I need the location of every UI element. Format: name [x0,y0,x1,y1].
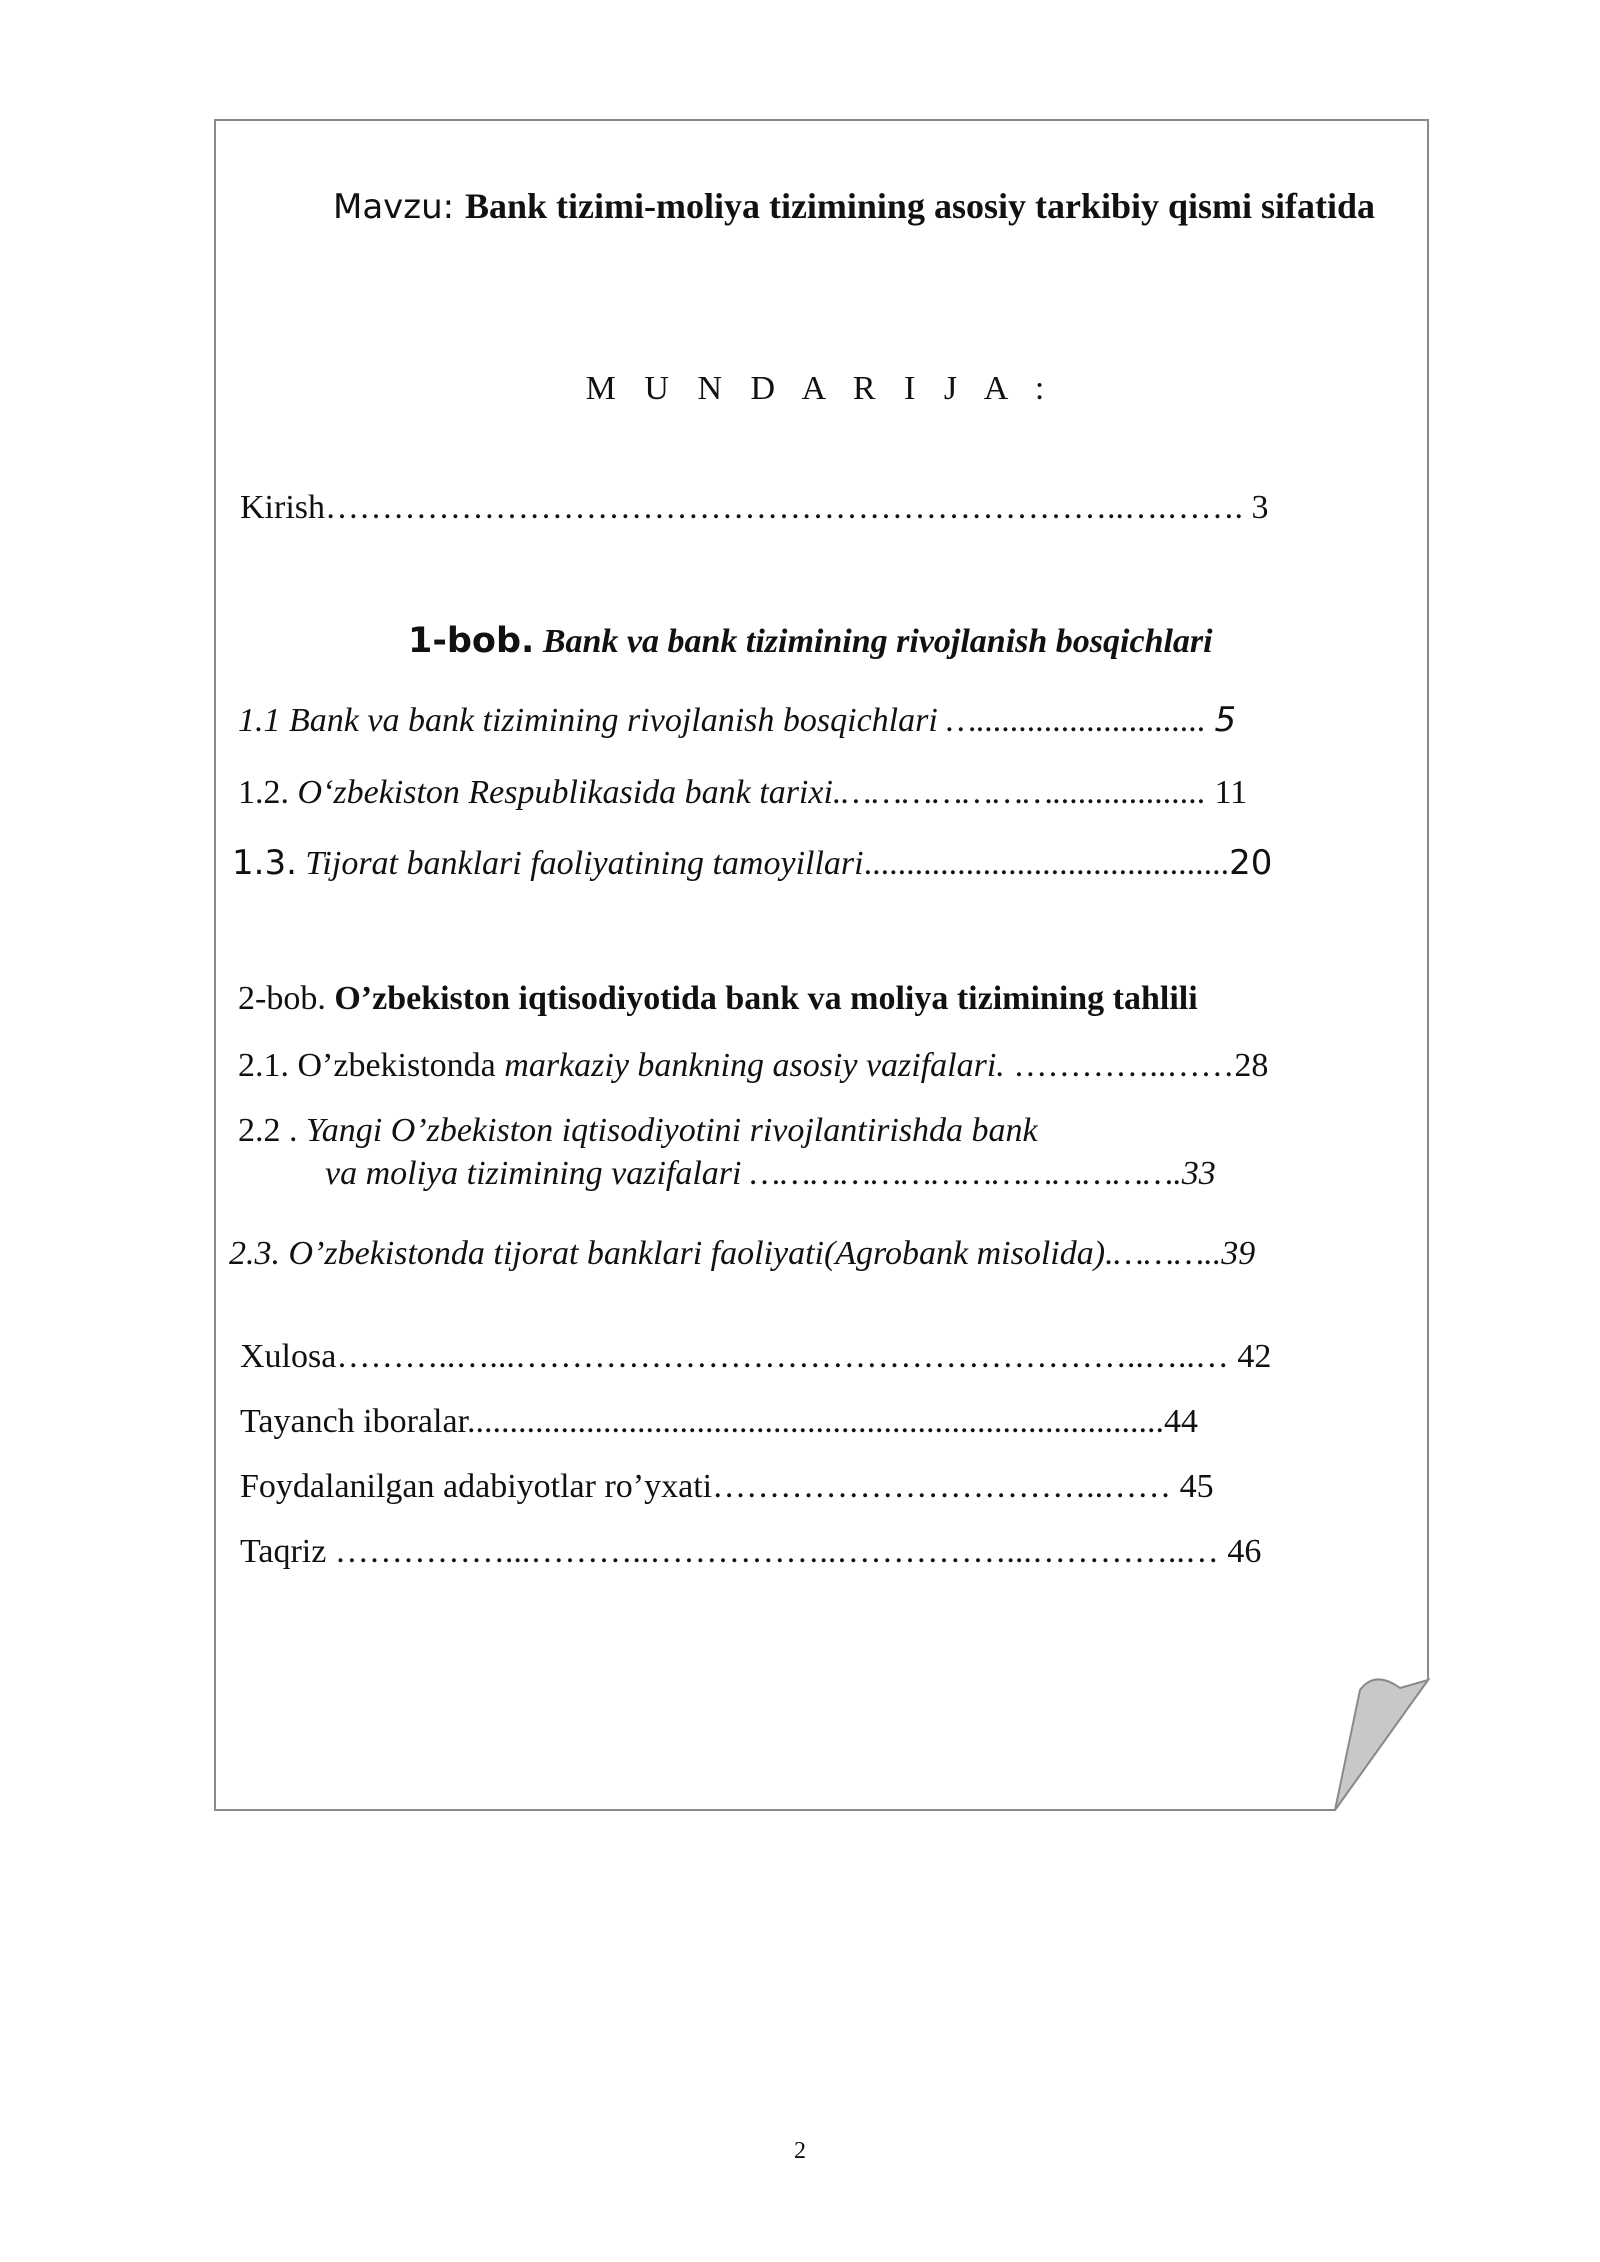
topic-title: Bank tizimi-moliya tizimining asosiy tarkibiy qismi sifatida [464,186,1376,226]
toc-entry-start: 2.1. O’zbekistonda [238,1047,505,1084]
toc-entry-2-1[interactable] [238,1049,1268,1083]
toc-entry-page: 20 [1229,843,1273,883]
toc-entry-2-2-line2[interactable] [325,1157,1216,1191]
toc-entry-text: 1.1 Bank va bank tizimining rivojlanish bosqichlari …........................... [238,702,1215,739]
toc-entry-taqriz[interactable] [240,1535,1261,1569]
toc-entry-text: Taqriz ……………...………..……………..……………...…………..… [240,1533,1228,1570]
toc-entry-page: 42 [1237,1338,1272,1375]
toc-entry-page: 28 [1234,1047,1269,1084]
toc-entry-text: va moliya tizimining vazifalari ……………………………………. [325,1155,1182,1192]
toc-entry-dots: ........................................... [863,845,1230,882]
toc-entry-text: Tijorat banklari faoliyatining tamoyillari [296,845,864,882]
chapter-title: Bank va bank tizimining rivojlanish bosqichlari [534,623,1213,660]
chapter-title: O’zbekiston iqtisodiyotida bank va moliya tizimining tahlili [325,980,1198,1017]
toc-entry-2-2-line1[interactable] [238,1114,1038,1148]
toc-entry-page: 33 [1181,1155,1216,1192]
toc-entry-foydalanilgan[interactable] [240,1470,1214,1504]
toc-entry-text: markaziy bankning asosiy vazifalari. [504,1047,1005,1084]
toc-entry-tayanch[interactable] [240,1405,1198,1439]
toc-heading: M U N D A R I J A : [585,370,1055,407]
toc-entry-number: 2.2 . [238,1112,306,1149]
page-number: 2 [794,2138,806,2164]
toc-entry-xulosa[interactable] [240,1340,1271,1374]
toc-entry-1-2[interactable] [238,776,1247,810]
chapter-number: 2-bob. [238,980,326,1017]
topic-label: Mavzu: [333,187,465,227]
toc-entry-text: Xulosa………..…...………………………………………………..…..… [240,1338,1238,1375]
toc-entry-page: 44 [1164,1403,1199,1440]
toc-chapter-2[interactable] [238,982,1198,1016]
toc-entry-2-3[interactable] [229,1237,1255,1271]
toc-entry-kirish[interactable] [240,491,1269,525]
toc-entry-1-1[interactable] [238,700,1237,740]
toc-entry-page: 5 [1214,700,1237,740]
chapter-number: 1-bob. [408,621,535,661]
topic-line [333,186,1376,227]
toc-chapter-1[interactable] [408,621,1213,661]
toc-entry-page: 46 [1227,1533,1262,1570]
toc-entry-text: Yangi O’zbekiston iqtisodiyotini rivojlantirishda bank [306,1112,1038,1149]
toc-entry-text: Tayanch iboralar.................................................................................. [240,1403,1165,1440]
toc-entry-page: 11 [1214,774,1248,811]
toc-entry-text: Kirish……………………………………………………………..….……. [240,489,1252,526]
toc-entry-text: O‘zbekiston Respublikasida bank tarixi.………………….................. [289,774,1215,811]
toc-entry-page: 39 [1221,1235,1256,1272]
toc-entry-1-3[interactable] [232,843,1273,883]
toc-entry-number: 1.3. [232,843,297,883]
toc-entry-dots: …………..…… [1004,1047,1235,1084]
toc-entry-page: 3 [1251,489,1269,526]
toc-entry-number: 1.2. [238,774,289,811]
toc-entry-page: 45 [1179,1468,1214,1505]
toc-entry-text: 2.3. O’zbekistonda tijorat banklari faoliyati(Agrobank misolida).……….. [229,1235,1222,1272]
toc-entry-text: Foydalanilgan adabiyotlar ro’yxati……………………………..…… [240,1468,1180,1505]
